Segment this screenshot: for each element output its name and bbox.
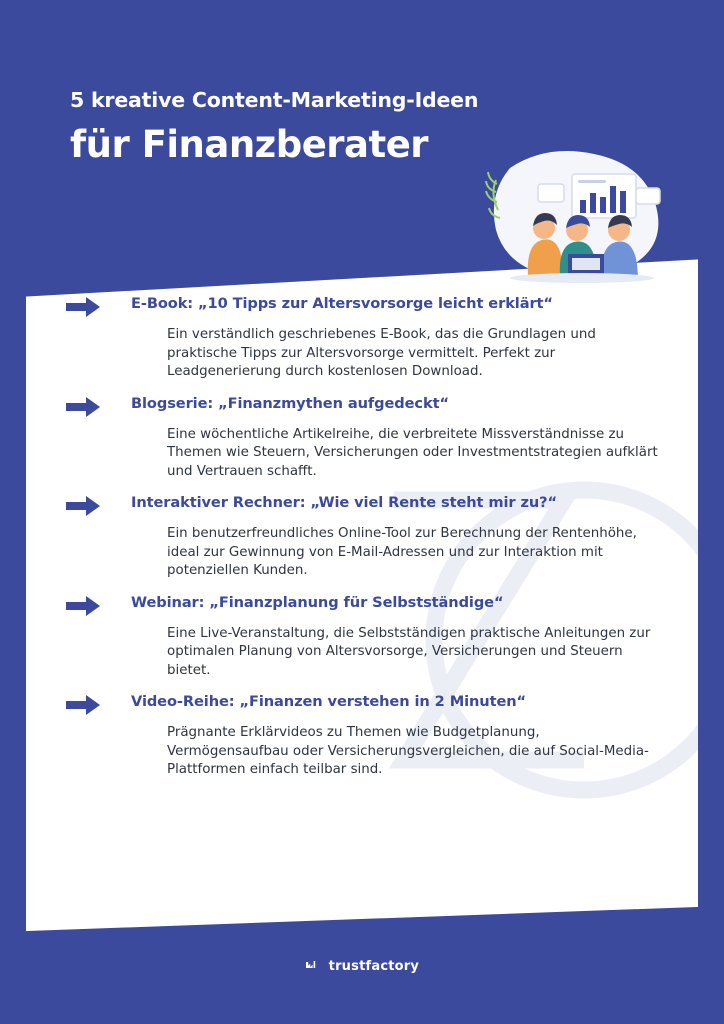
idea-title: Webinar: „Finanzplanung für Selbstständige“ — [131, 593, 504, 611]
idea-title: E-Book: „10 Tipps zur Altersvorsorge leicht erklärt“ — [131, 295, 553, 312]
list-item-header — [0, 395, 724, 417]
list-item-header — [0, 693, 724, 715]
list-item-header — [0, 494, 724, 516]
page-border-right — [698, 0, 724, 1024]
idea-description: Ein verständlich geschriebenes E-Book, das die Grundlagen und praktische Tipps zur Altersvorsorge vermittelt. Perfekt zur Leadgenerierung durch kostenlosen Download. — [167, 327, 596, 379]
header-kicker: 5 kreative Content-Marketing-Ideen — [70, 88, 479, 112]
page-title: für Finanzberater — [70, 122, 429, 166]
arrow-right-icon — [66, 496, 100, 516]
trustfactory-logo-mark-icon — [305, 959, 318, 976]
idea-description: Prägnante Erklärvideos zu Themen wie Budgetplanung, Vermögensaufbau oder Versicherungsvergleichen, die auf Social-Media-Plattformen einfach teilbar sind. — [167, 725, 649, 777]
ideas-list — [0, 295, 724, 793]
page-border-left — [0, 0, 26, 1024]
arrow-right-icon — [66, 596, 100, 616]
footer-logo — [0, 959, 724, 976]
list-item — [0, 693, 724, 780]
idea-title: Interaktiver Rechner: „Wie viel Rente steht mir zu?“ — [131, 494, 558, 511]
page-border-bottom — [0, 998, 724, 1024]
list-item — [0, 395, 724, 482]
list-item-header — [0, 594, 724, 616]
idea-title: Video-Reihe: „Finanzen verstehen in 2 Minuten“ — [131, 693, 527, 710]
idea-title: Blogserie: „Finanzmythen aufgedeckt“ — [131, 394, 449, 412]
arrow-right-icon — [66, 297, 100, 317]
list-item — [0, 295, 724, 382]
arrow-right-icon — [66, 695, 100, 715]
idea-description: Eine Live-Veranstaltung, die Selbstständigen praktische Anleitungen zur optimalen Planung von Altersvorsorge, Versicherungen und Steuern bietet. — [167, 625, 651, 678]
list-item — [0, 494, 724, 581]
idea-description: Ein benutzerfreundliches Online-Tool zur Berechnung der Rentenhöhe, ideal zur Gewinnung von E-Mail-Adressen und zur Interaktion mit potenziellen Kunden. — [167, 526, 637, 578]
list-item-header — [0, 295, 724, 317]
financial-advisors-illustration — [476, 148, 676, 283]
page-border-top — [0, 0, 724, 26]
idea-description: Eine wöchentliche Artikelreihe, die verbreitete Missverständnisse zu Themen wie Steuern, Versicherungen oder Investmentstrategien aufklärt und Vertrauen schafft. — [167, 426, 658, 479]
list-item — [0, 594, 724, 681]
arrow-right-icon — [66, 397, 100, 417]
footer-logo-text: trustfactory — [328, 959, 420, 974]
header-text-group — [70, 88, 540, 167]
